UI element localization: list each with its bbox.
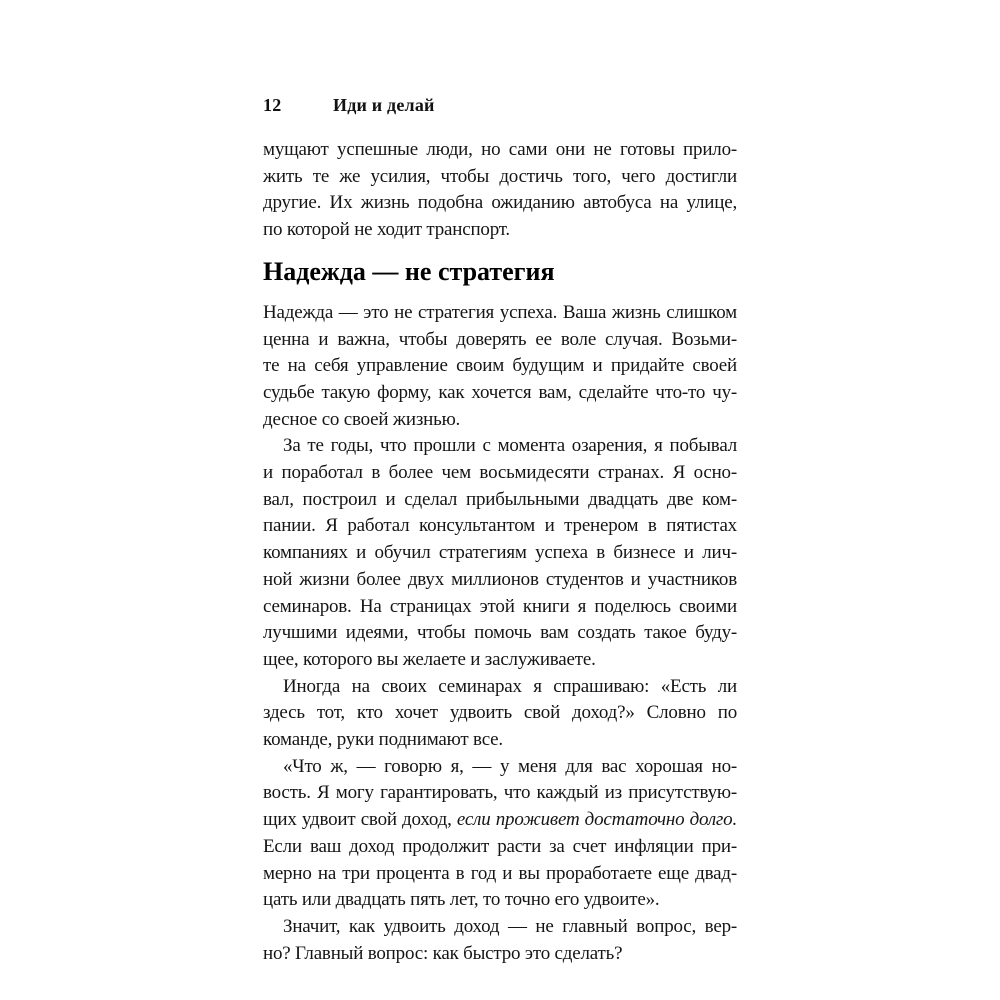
text-line: по которой не ходит транспорт.: [263, 219, 510, 241]
paragraph: [263, 754, 737, 914]
text-line: десное со своей жизнью.: [263, 408, 461, 430]
page-number: 12: [263, 95, 282, 115]
text-line: щее, которого вы желаете и заслуживаете.: [263, 648, 596, 670]
paragraph: [263, 433, 737, 673]
text-line: те на себя управление своим будущим и придайте своей: [263, 355, 737, 377]
text-blocks: [263, 115, 737, 967]
text-line: За те годы, что прошли с момента озарения, я побывал: [283, 435, 737, 457]
paragraph: [263, 674, 737, 754]
paragraph: [263, 300, 737, 434]
text-line: пании. Я работал консультантом и тренером в пятистах: [263, 515, 737, 537]
text-line: но? Главный вопрос: как быстро это сделать?: [263, 942, 623, 964]
text-line: другие. Их жизнь подобна ожиданию автобуса на улице,: [263, 192, 737, 214]
text-line: здесь тот, кто хочет удвоить свой доход?» Словно по: [263, 702, 737, 724]
text-line: мущают успешные люди, но сами они не готовы прило-: [263, 139, 737, 160]
running-header: [263, 95, 737, 115]
text-line: цать или двадцать пять лет, то точно его удвоите».: [263, 889, 660, 911]
text-line: ценна и важна, чтобы доверять ее воле случая. Возьми-: [263, 328, 737, 350]
text-line: щих удвоит свой доход, если проживет достаточно долго.: [263, 809, 737, 831]
paragraph: [263, 137, 737, 244]
text-line: жить те же усилия, чтобы достичь того, чего достигли: [263, 165, 737, 187]
text-line: «Что ж, — говорю я, — у меня для вас хорошая но-: [283, 755, 737, 777]
text-line: Значит, как удвоить доход — не главный вопрос, вер-: [283, 915, 737, 937]
section-heading: Надежда — не стратегия: [263, 256, 555, 286]
text-line: вость. Я могу гарантировать, что каждый из присутствую-: [263, 782, 737, 804]
text-line: лучшими идеями, чтобы помочь вам создать такое буду-: [263, 622, 737, 644]
text-column: [263, 95, 737, 967]
text-line: судьбе такую форму, как хочется вам, сделайте что-то чу-: [263, 381, 737, 403]
text-line: мерно на три процента в год и вы проработаете еще двад-: [263, 862, 737, 884]
text-line: компаниях и обучил стратегиям успеха в бизнесе и лич-: [263, 542, 737, 564]
text-line: вал, построил и сделал прибыльными двадцать две ком-: [263, 488, 737, 510]
text-line: семинаров. На страницах этой книги я поделюсь своими: [263, 595, 737, 617]
text-line: Если ваш доход продолжит расти за счет инфляции при-: [263, 835, 737, 857]
text-line: Надежда — это не стратегия успеха. Ваша жизнь слишком: [263, 301, 737, 323]
text-line: ной жизни более двух миллионов студентов и участников: [263, 568, 737, 590]
text-line: Иногда на своих семинарах я спрашиваю: «Есть ли: [283, 675, 737, 697]
text-line: и поработал в более чем восьмидесяти странах. Я осно-: [263, 462, 737, 484]
text-line: команде, руки поднимают все.: [263, 729, 503, 751]
paragraph: [263, 914, 737, 967]
running-title: Иди и делай: [333, 95, 435, 115]
